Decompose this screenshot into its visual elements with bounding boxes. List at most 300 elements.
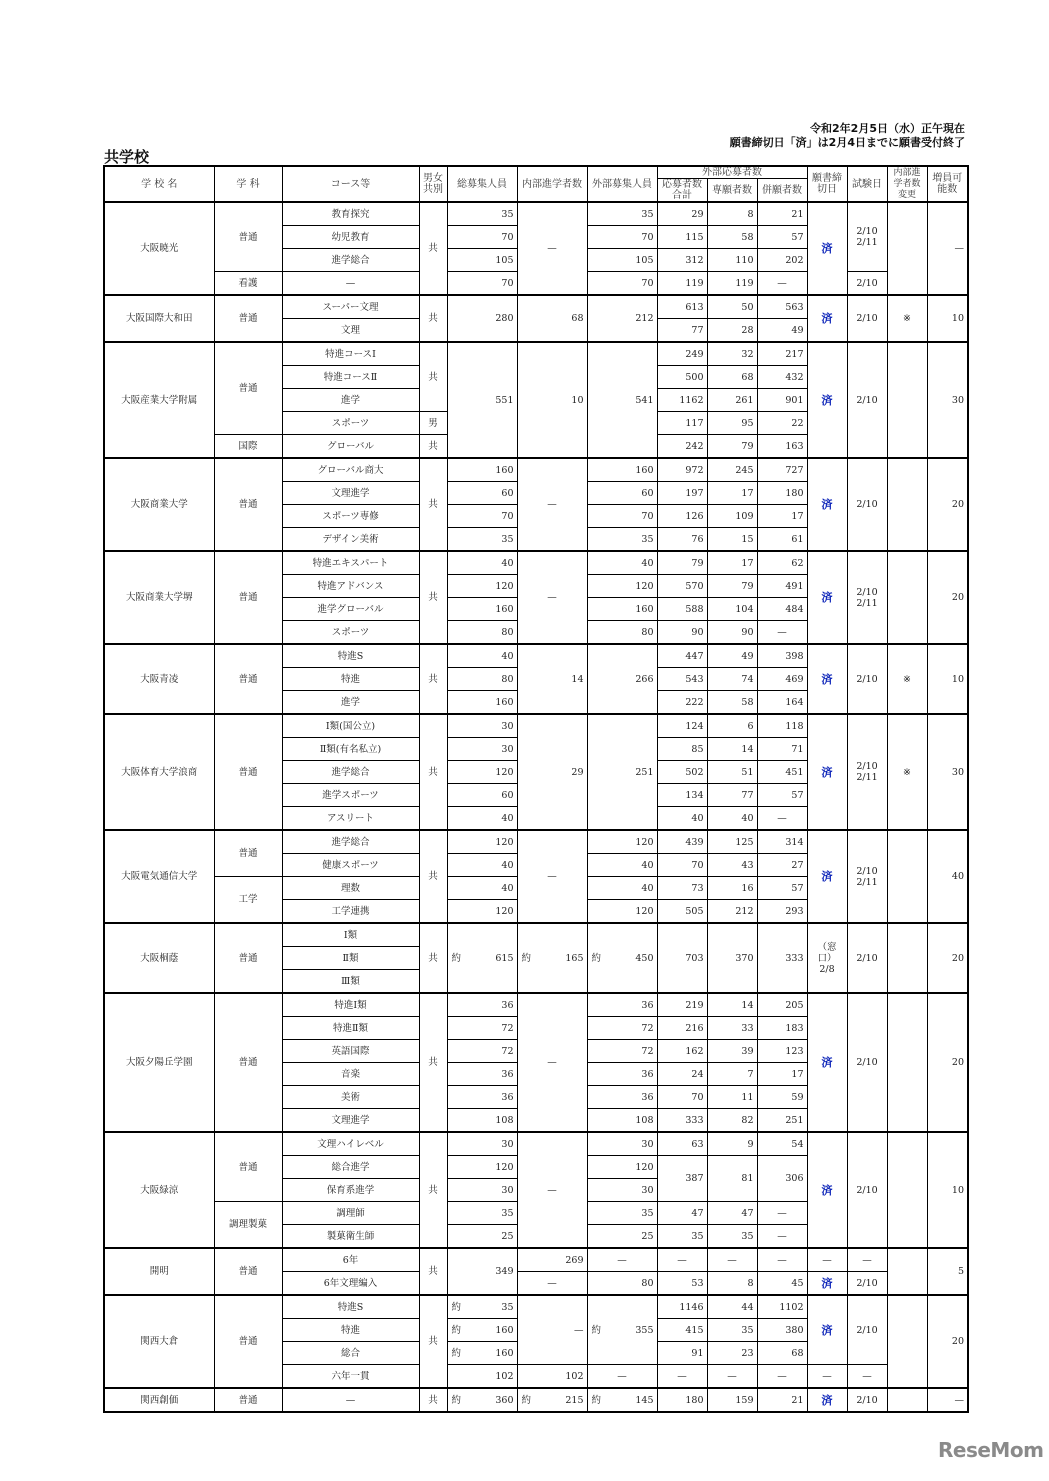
hei-value: 451: [785, 766, 804, 778]
apps-value: 24: [691, 1068, 704, 1080]
external-quota-cell: [587, 854, 657, 877]
total-quota-cell: [447, 761, 517, 784]
table-row: [104, 923, 968, 947]
inc-value: 10: [951, 313, 965, 324]
gender-value: 男: [428, 417, 438, 429]
gender-cell: [419, 923, 447, 993]
exam-date-cell: [847, 202, 887, 272]
gender-cell: [419, 551, 447, 644]
col-course: コース等: [282, 166, 419, 202]
heigan-cell: [757, 714, 807, 738]
heigan-cell: [757, 295, 807, 319]
gender-cell: [419, 435, 447, 459]
heigan-cell: [757, 528, 807, 552]
heigan-cell: [757, 1086, 807, 1109]
external-quota-cell: [587, 1017, 657, 1040]
inc-value: 10: [951, 1184, 965, 1196]
exam-value: 2/10: [856, 277, 878, 289]
external-quota-cell: [587, 272, 657, 296]
sengan-cell: [707, 1295, 757, 1319]
gender-cell: [419, 342, 447, 412]
apps-value: 1146: [679, 1301, 704, 1313]
applicants-total-cell: [657, 1040, 707, 1063]
gender-value: 共: [428, 1184, 438, 1196]
applicants-total-cell: [657, 1225, 707, 1249]
col-applicants-group: 外部応募者数: [657, 166, 807, 179]
hei-value: 62: [791, 557, 804, 569]
school-name-cell: [104, 342, 214, 458]
total-quota-cell: [447, 528, 517, 552]
total-value: 615: [495, 952, 514, 964]
internal-value: 215: [565, 1394, 584, 1406]
gender-value: 共: [428, 440, 438, 452]
course-value: 幼児教育: [331, 231, 370, 243]
sengan-cell: [707, 575, 757, 598]
inc-value: 20: [951, 1336, 965, 1347]
exam-date-cell: [847, 458, 887, 551]
hei-value: 57: [791, 789, 804, 801]
internal-value: 29: [571, 766, 584, 778]
school-name-cell: [104, 644, 214, 714]
external-quota-cell: [587, 877, 657, 900]
school-name-cell: [104, 1295, 214, 1388]
course-value: 六年一貫: [331, 1370, 370, 1382]
resemom-watermark-logo: ReseMom: [938, 1438, 1044, 1462]
total-value: 160: [495, 464, 514, 476]
deadline-value: 済: [821, 312, 833, 325]
department-cell: [214, 644, 282, 714]
apps-value: 439: [685, 836, 704, 848]
hei-value: 901: [785, 394, 804, 406]
inc-value: 20: [951, 499, 965, 510]
total-value: 35: [501, 1207, 514, 1219]
department-cell: [214, 1132, 282, 1202]
internal-change-cell: [887, 295, 927, 342]
deadline-cell: [807, 1132, 847, 1248]
external-quota-cell: [587, 458, 657, 482]
heigan-cell: [757, 784, 807, 807]
sengan-cell: [707, 807, 757, 831]
ext-value: 108: [635, 1114, 654, 1126]
internal-change-cell: [887, 644, 927, 714]
deadline-value: 済: [821, 1276, 833, 1290]
internal-count-cell: [517, 1248, 587, 1272]
internal-count-cell: [517, 458, 587, 551]
department-cell: [214, 714, 282, 830]
internal-change-cell: [887, 714, 927, 830]
applicants-total-cell: [657, 575, 707, 598]
total-value: 80: [501, 626, 514, 638]
course-cell: [282, 1388, 419, 1412]
ext-value: 35: [641, 208, 654, 220]
course-value: 文理進学: [331, 487, 370, 499]
course-cell: [282, 970, 419, 994]
course-value: 教育探究: [331, 208, 370, 220]
sen-value: 35: [741, 1230, 754, 1242]
total-quota-cell: [447, 505, 517, 528]
apps-value: 415: [685, 1324, 704, 1336]
inc-value: 20: [951, 952, 965, 964]
applicants-total-cell: [657, 668, 707, 691]
hei-value: 293: [785, 905, 804, 917]
internal-count-cell: [517, 923, 587, 993]
internal-count-cell: [517, 993, 587, 1132]
col-heigan: 併願者数: [757, 179, 807, 203]
heigan-cell: [757, 226, 807, 249]
sen-value: 370: [735, 952, 754, 964]
course-cell: [282, 993, 419, 1017]
gender-cell: [419, 1132, 447, 1248]
school-name-cell: [104, 923, 214, 993]
ext-value: 212: [635, 313, 654, 324]
increase-cell: [927, 714, 968, 830]
sen-value: 35: [741, 1324, 754, 1336]
sengan-cell: [707, 1365, 757, 1389]
total-quota-cell: [447, 1179, 517, 1202]
applicants-total-cell: [657, 226, 707, 249]
increase-cell: [927, 1132, 968, 1248]
deadline-value: 済: [821, 393, 833, 407]
course-cell: [282, 505, 419, 528]
gender-cell: [419, 644, 447, 714]
sen-value: 47: [741, 1207, 754, 1219]
sengan-cell: [707, 644, 757, 668]
table-row: [104, 714, 968, 738]
school-name-cell: [104, 1132, 214, 1248]
col-internal-change: 内部進学者数変更: [887, 166, 927, 202]
increase-cell: [927, 923, 968, 993]
apps-value: 77: [691, 324, 704, 336]
sen-value: 90: [741, 626, 754, 638]
sengan-cell: [707, 1063, 757, 1086]
total-quota-cell: [447, 482, 517, 505]
total-quota-cell: [447, 1248, 517, 1295]
hei-value: 469: [785, 673, 804, 685]
ext-value: 541: [635, 394, 654, 406]
table-row: [104, 1388, 968, 1412]
course-cell: [282, 551, 419, 575]
applicants-total-cell: [657, 900, 707, 924]
total-value: 80: [501, 673, 514, 685]
increase-cell: [927, 1295, 968, 1388]
deadline-cell: [807, 551, 847, 644]
dept-value: 普通: [238, 499, 258, 510]
course-cell: [282, 784, 419, 807]
deadline-value: 済: [821, 591, 833, 604]
sen-value: 15: [741, 533, 754, 545]
department-cell: [214, 458, 282, 551]
apps-value: 216: [685, 1022, 704, 1034]
sengan-cell: [707, 505, 757, 528]
total-quota-cell: [447, 1040, 517, 1063]
heigan-cell: [757, 1156, 807, 1202]
external-quota-cell: [587, 295, 657, 342]
sengan-cell: [707, 226, 757, 249]
table-row: [104, 993, 968, 1017]
gender-value: 共: [428, 1266, 438, 1277]
deadline-cell: [807, 458, 847, 551]
course-value: 特進S: [337, 650, 364, 662]
course-value: 理数: [340, 882, 360, 894]
sengan-cell: [707, 272, 757, 296]
hei-value: 163: [785, 440, 804, 452]
external-quota-cell: [587, 1179, 657, 1202]
course-cell: [282, 1272, 419, 1296]
exam-value: 2/10: [856, 1277, 878, 1289]
apps-value: 126: [685, 510, 704, 522]
hei-value: 61: [791, 533, 804, 545]
course-value: 特進エキスパート: [312, 557, 389, 569]
total-quota-cell: [447, 714, 517, 738]
sen-value: 11: [741, 1091, 754, 1103]
applicants-total-cell: [657, 1132, 707, 1156]
school-value: 開明: [149, 1266, 169, 1277]
hei-value: 727: [785, 464, 804, 476]
hei-value: —: [777, 277, 787, 289]
heigan-cell: [757, 1132, 807, 1156]
apps-value: 180: [685, 1394, 704, 1406]
external-quota-cell: [587, 923, 657, 993]
dept-value: 工学: [238, 894, 258, 905]
department-cell: [214, 877, 282, 924]
sengan-cell: [707, 1132, 757, 1156]
heigan-cell: [757, 1272, 807, 1296]
school-name-cell: [104, 1388, 214, 1412]
external-quota-cell: [587, 226, 657, 249]
hei-value: 180: [785, 487, 804, 499]
apps-value: 76: [691, 533, 704, 545]
internal-change-cell: [887, 1132, 927, 1248]
sen-value: 43: [741, 859, 754, 871]
school-name-cell: [104, 295, 214, 342]
external-quota-cell: [587, 551, 657, 575]
approx-label: 約: [591, 1324, 602, 1336]
internal-value: —: [547, 871, 557, 882]
deadline-cell: [807, 1295, 847, 1365]
exam-value: —: [862, 1254, 872, 1266]
internal-value: 165: [565, 952, 584, 964]
apps-value: 119: [685, 277, 704, 289]
total-quota-cell: [447, 1342, 517, 1365]
sengan-cell: [707, 366, 757, 389]
approx-label: 約: [451, 1301, 462, 1313]
internal-change-cell: [887, 923, 927, 993]
total-quota-cell: [447, 1063, 517, 1086]
course-cell: [282, 435, 419, 459]
heigan-cell: [757, 1202, 807, 1225]
sengan-cell: [707, 1109, 757, 1133]
total-value: 70: [501, 277, 514, 289]
total-quota-cell: [447, 1109, 517, 1133]
course-value: 進学: [340, 696, 360, 708]
hei-value: —: [777, 812, 787, 824]
ext-value: 70: [641, 510, 654, 522]
sengan-cell: [707, 1342, 757, 1365]
hei-value: 17: [791, 1068, 804, 1080]
total-value: 60: [501, 487, 514, 499]
exam-value: 2/10 2/11: [856, 226, 878, 248]
course-cell: [282, 621, 419, 645]
course-cell: [282, 1179, 419, 1202]
internal-change-cell: [887, 1295, 927, 1388]
department-cell: [214, 1202, 282, 1249]
course-cell: [282, 738, 419, 761]
ext-value: 70: [641, 277, 654, 289]
sengan-cell: [707, 1319, 757, 1342]
dept-value: 普通: [238, 1161, 258, 1173]
total-value: 40: [501, 557, 514, 569]
table-row: [104, 830, 968, 854]
gender-cell: [419, 458, 447, 551]
internal-count-cell: [517, 644, 587, 714]
exam-value: 2/10: [856, 313, 878, 324]
applicants-total-cell: [657, 272, 707, 296]
ext-value: 120: [635, 1161, 654, 1173]
heigan-cell: [757, 435, 807, 459]
sen-value: 261: [735, 394, 754, 406]
external-quota-cell: [587, 249, 657, 272]
approx-label: 約: [521, 952, 532, 964]
internal-value: —: [547, 499, 557, 510]
total-quota-cell: [447, 644, 517, 668]
approx-label: 約: [591, 952, 602, 964]
ext-value: 120: [635, 905, 654, 917]
sen-value: 125: [735, 836, 754, 848]
external-quota-cell: [587, 1295, 657, 1365]
ext-value: 35: [641, 1207, 654, 1219]
school-value: 大阪国際大和田: [125, 313, 193, 324]
increase-cell: [927, 295, 968, 342]
sengan-cell: [707, 1388, 757, 1412]
sen-value: 77: [741, 789, 754, 801]
hei-value: —: [777, 626, 787, 638]
apps-value: 543: [685, 673, 704, 685]
applicants-total-cell: [657, 295, 707, 319]
sen-value: 110: [735, 254, 754, 266]
course-cell: [282, 575, 419, 598]
course-cell: [282, 900, 419, 924]
department-cell: [214, 551, 282, 644]
apps-value: 79: [691, 557, 704, 569]
total-value: 70: [501, 510, 514, 522]
course-cell: [282, 249, 419, 272]
heigan-cell: [757, 1342, 807, 1365]
applicants-total-cell: [657, 830, 707, 854]
ext-value: 120: [635, 580, 654, 592]
total-value: 105: [495, 254, 514, 266]
total-quota-cell: [447, 900, 517, 924]
department-cell: [214, 1295, 282, 1388]
total-quota-cell: [447, 923, 517, 993]
hei-value: 54: [791, 1138, 804, 1150]
sengan-cell: [707, 1156, 757, 1202]
course-cell: [282, 644, 419, 668]
ext-value: 251: [635, 766, 654, 778]
course-cell: [282, 1365, 419, 1389]
apps-value: 613: [685, 301, 704, 313]
heigan-cell: [757, 830, 807, 854]
applicants-total-cell: [657, 1388, 707, 1412]
gender-value: 共: [428, 871, 438, 882]
col-deadline: 願書締切日: [807, 166, 847, 202]
course-value: 特進: [340, 1324, 360, 1336]
ext-value: 160: [635, 603, 654, 615]
total-value: 30: [501, 720, 514, 732]
table-row: [104, 1132, 968, 1156]
external-quota-cell: [587, 1109, 657, 1133]
apps-value: 162: [685, 1045, 704, 1057]
total-value: 120: [495, 905, 514, 917]
sen-value: 68: [741, 371, 754, 383]
exam-date-cell: [847, 923, 887, 993]
exam-date-cell: [847, 1388, 887, 1412]
course-cell: [282, 202, 419, 226]
total-quota-cell: [447, 1086, 517, 1109]
internal-count-cell: [517, 202, 587, 295]
exam-value: 2/10: [856, 1394, 878, 1406]
gender-value: 共: [428, 673, 438, 685]
internal-count-cell: [517, 551, 587, 644]
course-value: スポーツ専修: [322, 510, 379, 522]
sen-value: 104: [735, 603, 754, 615]
sengan-cell: [707, 714, 757, 738]
total-value: 551: [495, 394, 514, 406]
apps-value: 134: [685, 789, 704, 801]
course-value: Ⅱ類: [342, 952, 359, 964]
applicants-total-cell: [657, 1017, 707, 1040]
applicants-total-cell: [657, 738, 707, 761]
inc-value: 30: [951, 394, 965, 406]
sengan-cell: [707, 1017, 757, 1040]
school-name-cell: [104, 714, 214, 830]
ext-value: 36: [641, 1068, 654, 1080]
total-value: 280: [495, 313, 514, 324]
exam-value: 2/10 2/11: [856, 865, 878, 888]
gender-value: 共: [428, 499, 438, 510]
deadline-cell: [807, 644, 847, 714]
exam-date-cell: [847, 272, 887, 296]
total-value: 35: [501, 1301, 514, 1313]
course-value: グローバル: [326, 440, 375, 452]
sen-value: 51: [741, 766, 754, 778]
sen-value: 17: [741, 557, 754, 569]
exam-date-cell: [847, 1295, 887, 1365]
apps-value: 117: [685, 417, 704, 429]
col-total-quota: 総募集人員: [447, 166, 517, 202]
sengan-cell: [707, 319, 757, 343]
deadline-value: 済: [821, 1323, 833, 1337]
applicants-total-cell: [657, 482, 707, 505]
exam-value: 2/10: [856, 394, 878, 406]
hei-value: 484: [785, 603, 804, 615]
external-quota-cell: [587, 900, 657, 924]
department-cell: [214, 830, 282, 877]
hei-value: —: [777, 1207, 787, 1219]
inc-value: 5: [957, 1266, 965, 1277]
table-row: [104, 1295, 968, 1319]
applicants-total-cell: [657, 505, 707, 528]
internal-value: 102: [565, 1370, 584, 1382]
applicants-total-cell: [657, 458, 707, 482]
sengan-cell: [707, 458, 757, 482]
external-quota-cell: [587, 1225, 657, 1249]
apps-value: 29: [691, 208, 704, 220]
external-quota-cell: [587, 830, 657, 854]
exam-date-cell: [847, 644, 887, 714]
hei-value: 57: [791, 231, 804, 243]
apps-value: 53: [691, 1277, 704, 1289]
applicants-total-cell: [657, 412, 707, 435]
